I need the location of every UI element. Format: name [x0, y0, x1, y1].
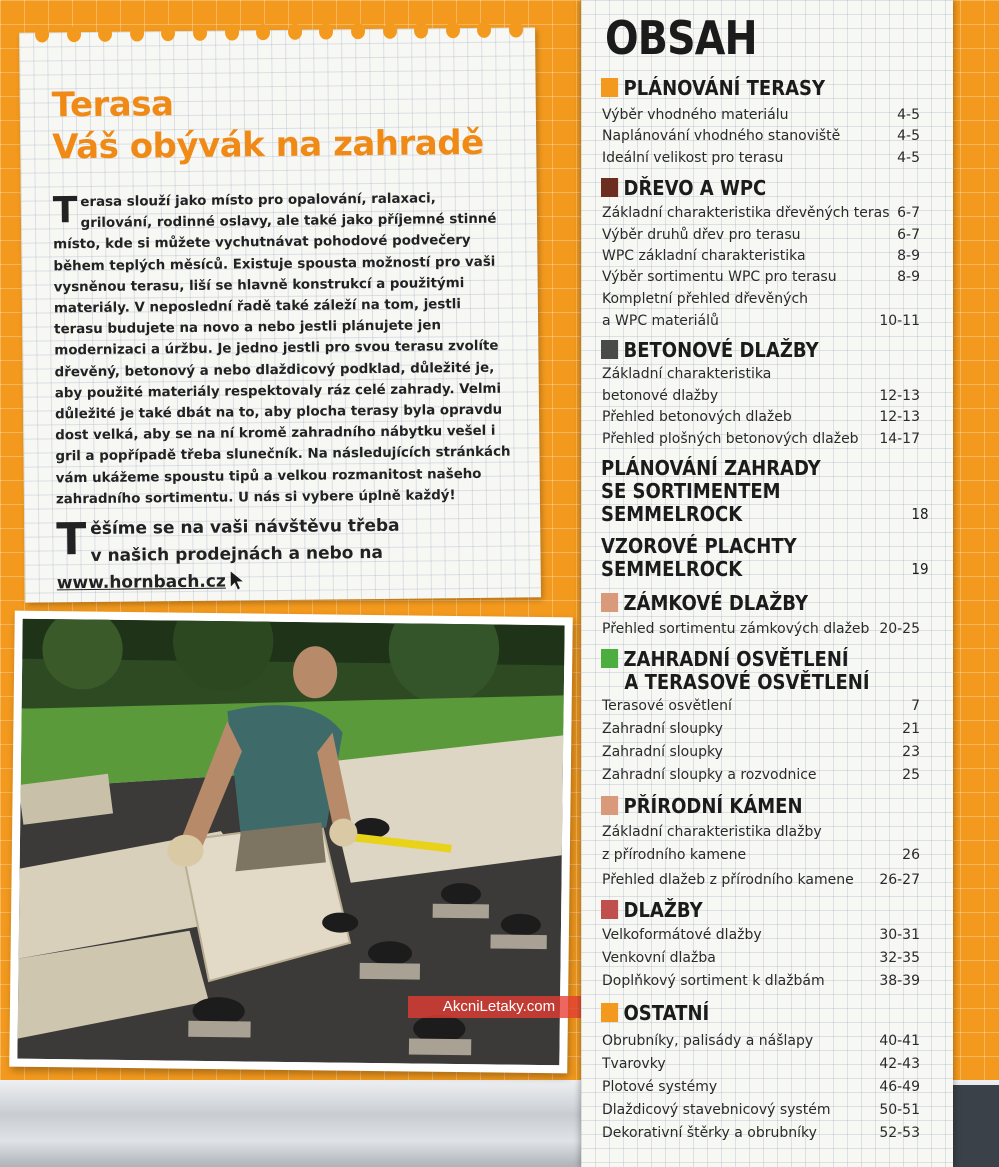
section-title-line: A TERASOVÉ OSVĚTLENÍ [624, 670, 870, 694]
toc-row-page: 52-53 [879, 1125, 920, 1141]
intro-body-text: erasa slouží jako místo pro opalování, ralaxaci, grilování, rodinné oslavy, ale také jako příjemné stinné místo, kde si můžete vychutnávat pohodové podvečery během teplých měsíců. Existuje spousta možností pro vaši vysněnou terasu, liší se hlavně konstrukcí a použitými materiály. V neposlední řadě také záleží na tom, jestli terasu budujete na novo a nebo jestli plánujete jen modernizaci a úržbu. Je jedno jestli pro svou terasu zvolíte dřevěný, betonový a nebo dlaždicový podklad, důležité je, aby použité materiály respektovaly ráz celé zahrady. Velmi důležité je také dbát na to, aby plocha terasy byla opravdu dost velká, aby se na ní kromě zahradního nábytku vešel i gril a popřípadě třeba slunečník. Na následujících stránkách vám ukážeme spoustu tipů a velkou rozmanitost našeho zahradního sortimentu. U nás si vybere úplně každý! [53, 191, 511, 508]
binder-hole [98, 26, 112, 42]
toc-row[interactable] [602, 147, 920, 169]
toc-row[interactable] [602, 695, 920, 717]
section-title-line: PLÁNOVÁNÍ ZAHRADY [601, 456, 821, 480]
binder-hole [509, 21, 523, 37]
toc-row-label: Tvarovky [602, 1056, 666, 1072]
section-color-square-icon [601, 1003, 618, 1022]
section-page: 19 [911, 560, 929, 578]
toc-row-page: 12-13 [879, 388, 920, 404]
toc-row[interactable] [602, 310, 920, 332]
toc-row-page: 23 [902, 744, 920, 760]
intro-title [52, 80, 503, 169]
section-title: DŘEVO A WPC [623, 176, 767, 200]
toc-row[interactable] [602, 202, 920, 224]
toc-section-ostatni [601, 1002, 907, 1025]
intro-dropcap: T [52, 190, 78, 232]
toc-row-label: Přehled sortimentu zámkových dlažeb [602, 621, 870, 637]
toc-row-page: 4-5 [897, 107, 920, 123]
toc-row-page: 46-49 [879, 1079, 920, 1095]
binder-hole [130, 25, 144, 41]
toc-section-vzorove-plachty[interactable] [601, 534, 929, 581]
toc-row-page: 12-13 [879, 409, 920, 425]
toc-section-drevo-wpc [601, 177, 907, 200]
toc-row-label: Základní charakteristika [602, 366, 772, 382]
toc-row-label: Přehled betonových dlažeb [602, 409, 792, 425]
toc-row-page: 32-35 [879, 950, 920, 966]
binder-hole [351, 23, 365, 39]
binder-hole [225, 24, 239, 40]
binder-hole [446, 22, 460, 38]
toc-row-page: 8-9 [897, 269, 920, 285]
toc-row-label: Plotové systémy [602, 1079, 718, 1095]
section-title-line: ZAHRADNÍ OSVĚTLENÍ [623, 647, 849, 671]
toc-row-page: 26-27 [879, 872, 920, 888]
intro-notebook-sheet [19, 27, 541, 602]
toc-row-label: Velkoformátové dlažby [602, 927, 762, 943]
toc-row-label: Zahradní sloupky a rozvodnice [602, 767, 817, 783]
toc-row[interactable] [602, 718, 920, 740]
toc-row-page: 8-9 [897, 248, 920, 264]
toc-row[interactable] [602, 970, 920, 992]
binder-hole [256, 24, 270, 40]
toc-row[interactable] [602, 1030, 920, 1052]
toc-row-page: 21 [902, 721, 920, 737]
toc-row-page: 4-5 [897, 150, 920, 166]
section-title: DLAŽBY [623, 898, 703, 922]
section-page: 18 [911, 505, 929, 523]
toc-row-label: Venkovní dlažba [602, 950, 716, 966]
binder-holes [29, 21, 529, 48]
binder-hole [161, 25, 175, 41]
toc-section-dlazby [601, 899, 907, 922]
toc-row[interactable] [602, 1122, 920, 1144]
toc-row[interactable] [602, 266, 920, 288]
toc-row-label: Výběr vhodného materiálu [602, 107, 789, 123]
toc-row[interactable] [602, 125, 920, 147]
toc-row-label: Terasové osvětlení [602, 698, 732, 714]
toc-row-label: Doplňkový sortiment k dlažbám [602, 973, 825, 989]
toc-section-prirodni-kamen [601, 795, 907, 818]
section-color-square-icon [601, 178, 618, 197]
toc-row-page: 40-41 [879, 1033, 920, 1049]
toc-row[interactable] [602, 288, 920, 310]
binder-hole [382, 23, 396, 39]
toc-row-label: Základní charakteristika dlažby [602, 824, 822, 840]
table-of-contents [581, 0, 953, 1167]
toc-section-planovani-terasy [601, 77, 907, 100]
toc-row-label: Ideální velikost pro terasu [602, 150, 784, 166]
toc-section-planovani-zahrady[interactable] [601, 456, 929, 526]
toc-row-label: Kompletní přehled dřevěných [602, 291, 809, 307]
toc-row-label: WPC základní charakteristika [602, 248, 806, 264]
toc-row-page: 6-7 [897, 205, 920, 221]
toc-row-label: a WPC materiálů [602, 313, 719, 329]
binder-hole [288, 24, 302, 40]
section-color-square-icon [601, 340, 618, 359]
toc-row-label: Základní charakteristika dřevěných teras [602, 205, 890, 221]
section-title: PLÁNOVÁNÍ TERASY [623, 76, 826, 100]
section-title: ZÁMKOVÉ DLAŽBY [623, 591, 809, 615]
intro-title-line2: Váš obývák na zahradě [52, 122, 484, 168]
toc-row-label: Výběr sortimentu WPC pro terasu [602, 269, 837, 285]
toc-row-label: Dekorativní štěrky a obrubníky [602, 1125, 817, 1141]
closing-line2-text: v našich prodejnách a nebo na [90, 542, 384, 566]
closing-dropcap: T [56, 514, 87, 566]
toc-row-label: Zahradní sloupky [602, 744, 723, 760]
toc-row-page: 50-51 [879, 1102, 920, 1118]
toc-row[interactable] [602, 245, 920, 267]
toc-row[interactable] [602, 844, 920, 866]
toc-row[interactable] [602, 821, 920, 843]
toc-row[interactable] [602, 764, 920, 786]
section-color-square-icon [601, 649, 618, 668]
toc-row-label: Naplánování vhodného stanoviště [602, 128, 841, 144]
toc-row-label: Přehled dlažeb z přírodního kamene [602, 872, 854, 888]
section-color-square-icon [601, 796, 618, 815]
section-title: OSTATNÍ [623, 1001, 710, 1025]
toc-row[interactable] [602, 1076, 920, 1098]
toc-row-label: Obrubníky, palisády a nášlapy [602, 1033, 814, 1049]
binder-hole [414, 22, 428, 38]
toc-row[interactable] [602, 363, 920, 385]
binder-hole [67, 26, 81, 42]
toc-row[interactable] [602, 1053, 920, 1075]
toc-row-page: 20-25 [879, 621, 920, 637]
intro-title-line1: Terasa [51, 84, 174, 126]
section-title-line: SE SORTIMENTEM [601, 479, 781, 503]
watermark-banner: AkcniLetaky.com [408, 996, 590, 1018]
toc-row-label: Zahradní sloupky [602, 721, 723, 737]
toc-row[interactable] [602, 224, 920, 246]
intro-closing [56, 511, 527, 597]
toc-row[interactable] [602, 947, 920, 969]
toc-row[interactable] [602, 618, 920, 640]
toc-row[interactable] [602, 385, 920, 407]
toc-row-page: 14-17 [879, 431, 920, 447]
toc-row[interactable] [602, 104, 920, 126]
section-color-square-icon [601, 78, 618, 97]
section-title: BETONOVÉ DLAŽBY [623, 338, 819, 362]
toc-row[interactable] [602, 924, 920, 946]
toc-row-page: 10-11 [879, 313, 920, 329]
binder-hole [193, 25, 207, 41]
closing-line2 [56, 538, 527, 597]
section-color-square-icon [601, 900, 618, 919]
section-title: PŘÍRODNÍ KÁMEN [623, 794, 803, 818]
toc-row-label: Přehled plošných betonových dlažeb [602, 431, 859, 447]
toc-row-page: 6-7 [897, 227, 920, 243]
toc-section-betonove-dlazby [601, 339, 907, 362]
toc-section-zahradni-osvetleni [601, 648, 907, 694]
toc-row-page: 4-5 [897, 128, 920, 144]
toc-row[interactable] [602, 869, 920, 891]
section-color-square-icon [601, 593, 618, 612]
toc-row-label: betonové dlažby [602, 388, 719, 404]
section-title-line: SEMMELROCK [601, 502, 743, 526]
toc-row-label: Dlaždicový stavebnicový systém [602, 1102, 831, 1118]
section-title-line: VZOROVÉ PLACHTY [601, 534, 797, 558]
section-title-line: SEMMELROCK [601, 557, 743, 581]
toc-row-page: 7 [911, 698, 920, 714]
toc-heading: OBSAH [605, 11, 757, 65]
website-link[interactable]: www.hornbach.cz [56, 571, 226, 594]
intro-body [53, 188, 512, 511]
toc-row-label: z přírodního kamene [602, 847, 747, 863]
toc-row[interactable] [602, 741, 920, 763]
toc-row[interactable] [602, 1099, 920, 1121]
binder-hole [477, 22, 491, 38]
toc-row[interactable] [602, 428, 920, 450]
toc-row-page: 26 [902, 847, 920, 863]
toc-row-page: 42-43 [879, 1056, 920, 1072]
toc-row-page: 38-39 [879, 973, 920, 989]
cursor-arrow-icon [230, 570, 244, 590]
toc-row[interactable] [602, 406, 920, 428]
closing-line1: ěšíme se na vaši návštěvu třeba [90, 515, 400, 539]
toc-row-page: 25 [902, 767, 920, 783]
toc-row-page: 30-31 [879, 927, 920, 943]
binder-hole [319, 23, 333, 39]
toc-row-label: Výběr druhů dřev pro terasu [602, 227, 801, 243]
toc-section-zamkove-dlazby [601, 592, 907, 615]
binder-hole [35, 26, 49, 42]
